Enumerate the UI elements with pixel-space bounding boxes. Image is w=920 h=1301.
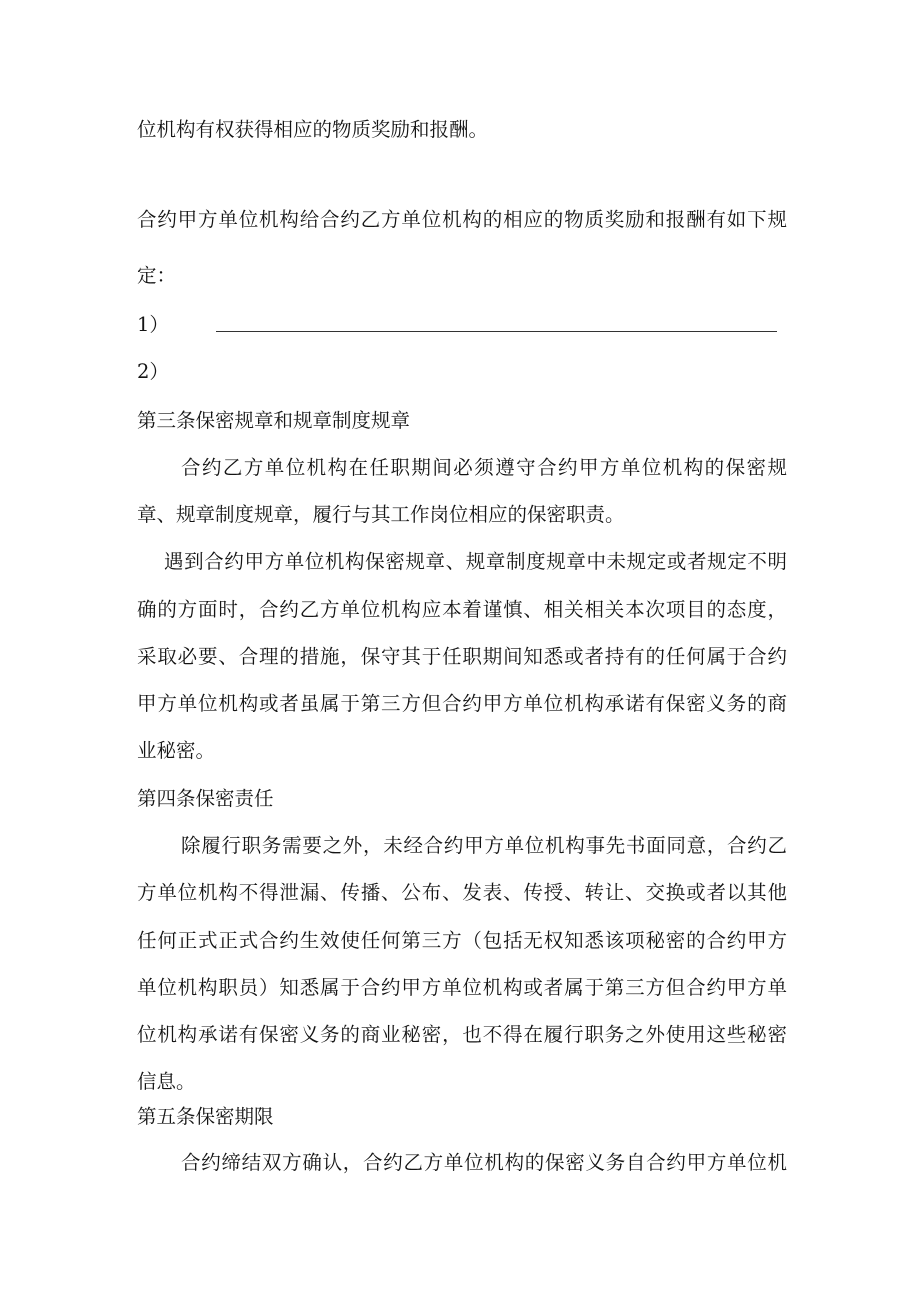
paragraph-line: 采取必要、合理的措施，保守其于任职期间知悉或者持有的任何属于合约 xyxy=(137,645,787,668)
paragraph-line: 单位机构职员）知悉属于合约甲方单位机构或者属于第三方但合约甲方单 xyxy=(137,976,787,999)
paragraph-line: 合约甲方单位机构给合约乙方单位机构的相应的物质奖励和报酬有如下规 xyxy=(137,208,787,231)
paragraph-line: 遇到合约甲方单位机构保密规章、规章制度规章中未规定或者规定不明 xyxy=(164,550,787,573)
paragraph-line: 任何正式正式合约生效使任何第三方（包括无权知悉该项秘密的合约甲方 xyxy=(137,929,787,952)
section-heading: 第五条保密期限 xyxy=(137,1105,274,1128)
paragraph-line: 定： xyxy=(137,264,177,287)
paragraph-line: 确的方面时，合约乙方单位机构应本着谨慎、相关相关本次项目的态度， xyxy=(137,598,787,621)
paragraph-line: 位机构有权获得相应的物质奖励和报酬。 xyxy=(137,118,489,141)
paragraph-line: 除履行职务需要之外，未经合约甲方单位机构事先书面同意，合约乙 xyxy=(181,834,787,857)
paragraph-line: 合约缔结双方确认，合约乙方单位机构的保密义务自合约甲方单位机 xyxy=(181,1151,787,1174)
paragraph-line: 方单位机构不得泄漏、传播、公布、发表、传授、转让、交换或者以其他 xyxy=(137,881,787,904)
paragraph-line: 信息。 xyxy=(137,1070,196,1093)
list-item-number: 2） xyxy=(137,360,169,383)
paragraph-line: 甲方单位机构或者虽属于第三方但合约甲方单位机构承诺有保密义务的商 xyxy=(137,692,787,715)
paragraph-line: 位机构承诺有保密义务的商业秘密，也不得在履行职务之外使用这些秘密 xyxy=(137,1023,787,1046)
list-item-number: 1） xyxy=(137,313,169,336)
paragraph-line: 业秘密。 xyxy=(137,739,216,762)
section-heading: 第三条保密规章和规章制度规章 xyxy=(137,409,411,432)
blank-fill-line xyxy=(216,331,777,332)
paragraph-line: 章、规章制度规章，履行与其工作岗位相应的保密职责。 xyxy=(137,503,625,526)
section-heading: 第四条保密责任 xyxy=(137,787,274,810)
paragraph-line: 合约乙方单位机构在任职期间必须遵守合约甲方单位机构的保密规 xyxy=(181,456,787,479)
